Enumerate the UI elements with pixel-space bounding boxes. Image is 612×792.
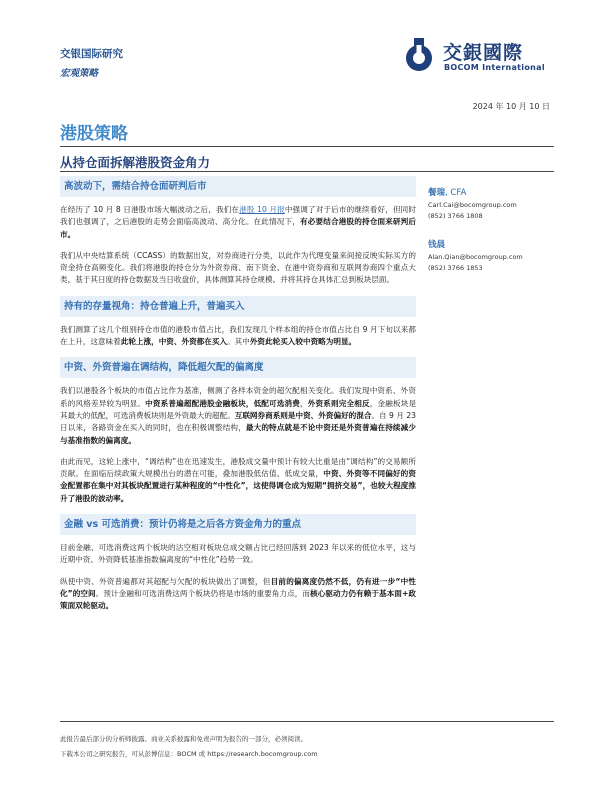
disclaimer-note: 此报告最后部分的分析师披露、商业关系披露和免责声明为报告的一部分，必须阅读。	[60, 735, 307, 743]
text-run: 中强调了对于后市的继续看好，但同时我们也强调了，之后港股的走势会面临高波动、高分化。在此情况下，	[60, 205, 416, 227]
emphasis-text: 目前的偏离度仍然不低，仍有进一步“中性化”的空间	[60, 576, 416, 598]
body-paragraph	[60, 250, 416, 287]
analyst-phone: (852) 3766 1808	[428, 212, 483, 220]
section-heading: 中资、外资普遍在调结构，降低超欠配的偏离度	[60, 357, 416, 378]
emphasis-text: 外资系则完全相反	[307, 398, 370, 408]
report-date: 2024 年 10 月 10 日	[472, 102, 550, 111]
report-header	[60, 46, 123, 79]
analyst-phone: (852) 3766 1853	[428, 264, 483, 272]
emphasis-text: 此轮上涨，中资、外资都在买入	[120, 337, 228, 347]
footer	[60, 728, 554, 758]
text-run: ，金融板块是其最大的低配，可选消费板块则是外资最大的超配。	[60, 398, 417, 420]
text-run: 在经历了 10 月 8 日港股市场大幅波动之后，我们在	[60, 205, 240, 214]
body-paragraph	[60, 542, 416, 567]
analyst-panel	[428, 186, 558, 290]
section-heading: 金融 vs 可选消费：预计仍将是之后各方资金角力的重点	[60, 514, 416, 535]
body-paragraph	[60, 324, 416, 349]
text-run: 我们以港股各个板块的市值占比作为基准，侧测了各样本资金的超欠配相关变化。我们发现中资系、外资系的风格差异较为明显。	[60, 386, 416, 408]
text-run: 。自 9 月 23 日以来，各路资金在买入的同时，也在积极调整结构，	[60, 410, 416, 433]
text-run: 我们从中央结算系统（CCASS）的数据出发，对券商进行分类，以此作为代理变量来间接反映实际买方的资金持仓高频变化。我们将港股的持仓分为外资券商、南下资金、在港中资券商和互联网券商四个重点大类，基于其日度的持仓数据及当日收盘价，具体测算其持仓规模。并将其持仓具体汇总到板块层面。	[60, 250, 416, 285]
section-heading: 高波动下，需结合持仓面研判后市	[60, 176, 416, 197]
subtitle-divider	[60, 171, 554, 172]
analyst-card	[428, 238, 558, 272]
text-run: 。其中	[227, 337, 250, 347]
text-run: 目前金融、可选消费这两个板块的沽空相对板块总成交额占比已经回落到 2023 年以来的低位水平，这与近期中资、外资降低基准指数偏离度的“中性化”趋势一致。	[60, 543, 416, 565]
analyst-email[interactable]: Alan.Qian@bocomgroup.com	[428, 253, 523, 261]
emphasis-text: 中资系普遍超配港股金融板块，低配可选消费	[145, 398, 301, 408]
body-paragraph	[60, 385, 416, 446]
emphasis-text: 互联网券商系则是中资、外资偏好的混合	[234, 410, 372, 420]
report-body	[60, 176, 416, 622]
analyst-name: 钱晨	[428, 240, 446, 250]
text-run: 由此而见，这轮上涨中，“调结构”也在迅速发生，港股成交量中预计有较大比重是由“调结构”的交易额所贡献。在面临后续政策大规模出台的潜在可能，叠加港股低估值、低成交量，	[60, 456, 416, 479]
emphasis-text: 核心驱动力仍有赖于基本面+政策面双轮驱动。	[60, 588, 416, 611]
emphasis-text: 有必要结合港股的持仓面来研判后市。	[60, 217, 417, 239]
download-note: 下载本公司之研究报告，可从彭博信息：BOCM 或 https://research.bocomgroup.com	[60, 750, 318, 758]
text-run: 。预计金融和可选消费这两个板块仍将是市场的重要角力点，而	[95, 588, 311, 598]
text-run: ，	[300, 398, 308, 408]
footer-divider	[60, 721, 554, 722]
analyst-card	[428, 186, 558, 220]
emphasis-text: 外资此轮买入较中资略为明显。	[249, 337, 357, 347]
analyst-credential: , CFA	[445, 188, 467, 198]
org-name: 交银国际研究	[60, 48, 123, 60]
text-run: 我们测算了这几个组别持仓市值的港股市值占比，我们发现几个样本组的持仓市值占比自 9 月下旬以来都在上升，这意味着	[60, 324, 416, 347]
emphasis-text: 中资、外资等不同偏好的资金配置都在集中对其板块配置进行某种程度的“中性化”，这使得调仓成为短期“拥挤交易”，也较大程度推升了港股的波动率。	[60, 469, 417, 503]
bocom-logo	[400, 36, 570, 76]
logo-english-text: BOCOM International	[444, 63, 545, 72]
analyst-name: 餐瑞	[428, 188, 446, 198]
report-subtitle: 从持仓面拆解港股资金角力	[60, 155, 211, 170]
body-paragraph	[60, 456, 416, 505]
report-link[interactable]: 港股 10 月报	[239, 205, 285, 214]
body-paragraph	[60, 576, 416, 613]
logo-chinese-text: 交銀國際	[443, 42, 524, 64]
page-title: 港股策略	[60, 124, 128, 144]
report-category: 宏观策略	[60, 68, 99, 79]
text-run: 纵使中资、外资普遍都对其超配与欠配的板块做出了调整，但	[60, 576, 271, 586]
title-divider	[60, 146, 554, 147]
analyst-name-line	[428, 238, 558, 250]
emphasis-text: 最大的特点就是不论中资还是外资普遍在持续减少与基准指数的偏离度。	[60, 423, 417, 445]
analyst-name-line	[428, 186, 558, 198]
section-heading: 持有的存量视角：持仓普遍上升，普遍买入	[60, 296, 416, 317]
bocom-logo-icon	[400, 36, 438, 76]
analyst-email[interactable]: Carl.Cai@bocomgroup.com	[428, 201, 517, 209]
body-paragraph	[60, 204, 416, 241]
